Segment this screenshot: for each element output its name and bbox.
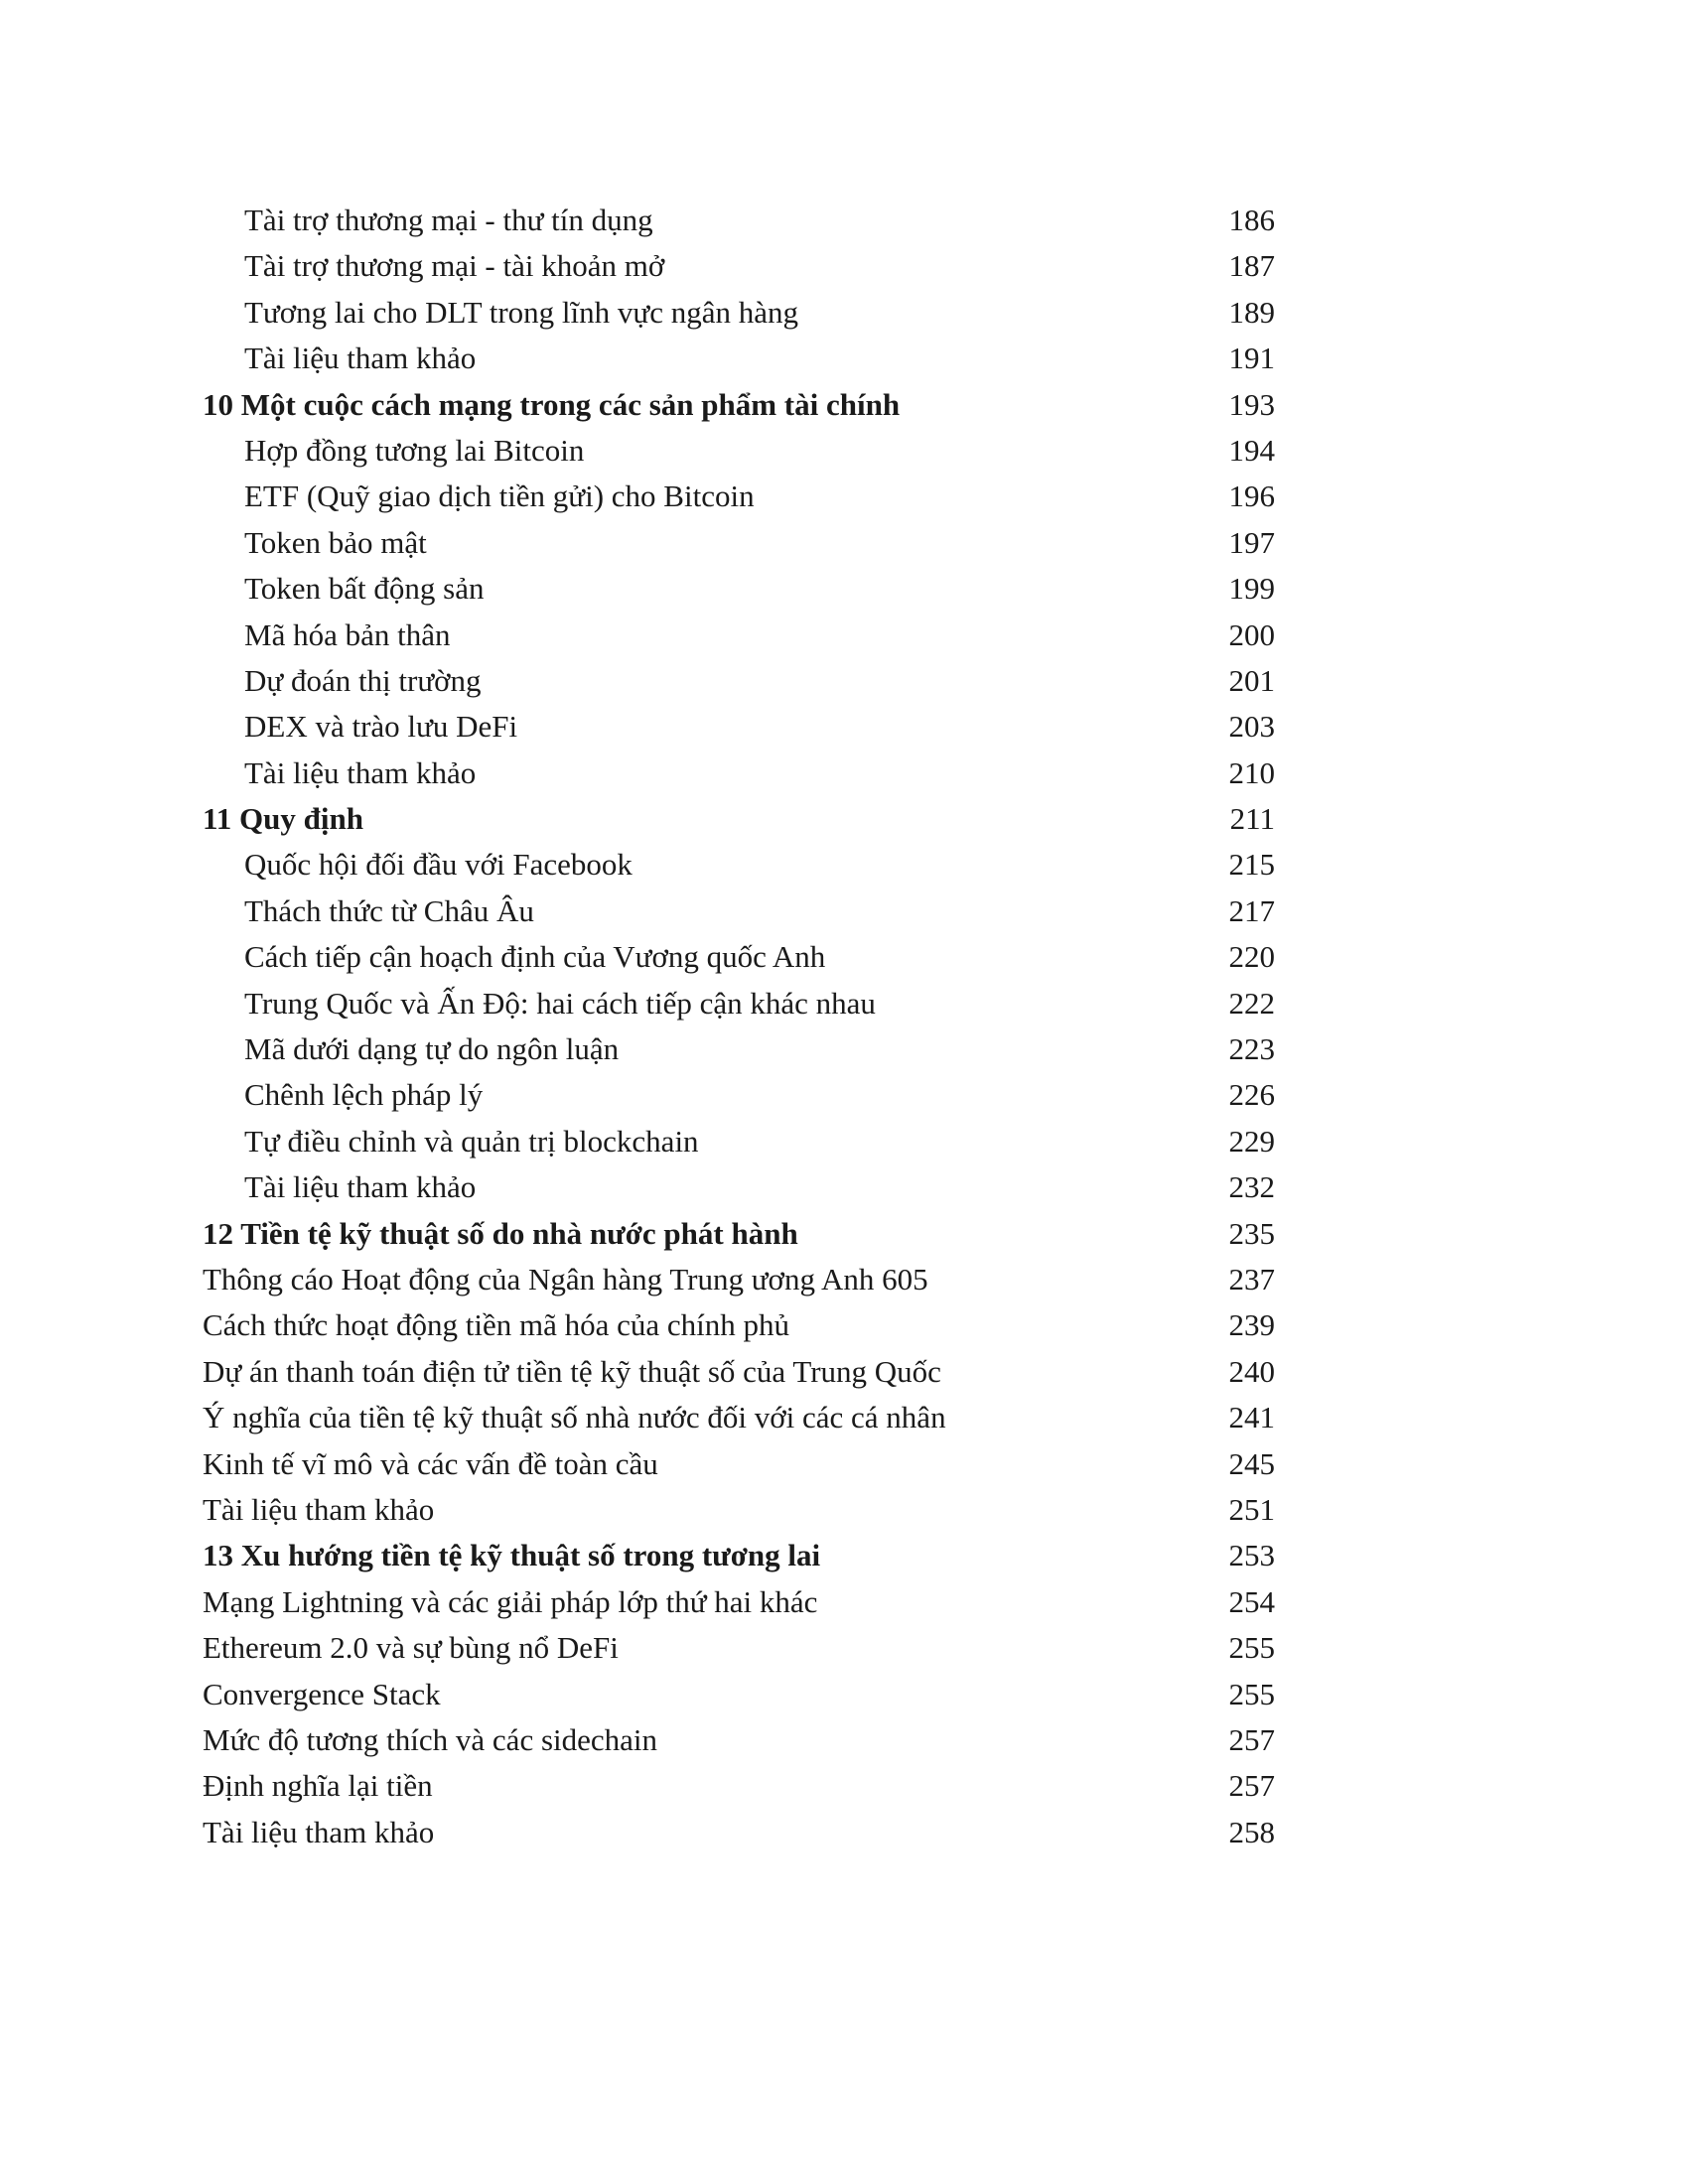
toc-entry-page: 241: [1228, 1400, 1275, 1435]
toc-entry-title: Tài trợ thương mại - thư tín dụng: [244, 203, 653, 237]
toc-entry-page: 200: [1228, 616, 1275, 652]
toc-entry-title: Thách thức từ Châu Âu: [244, 892, 534, 928]
toc-entry-title: Token bảo mật: [244, 524, 427, 560]
toc-entry: [203, 1395, 1275, 1440]
toc-entry: [203, 290, 1275, 336]
toc-entry: [203, 1441, 1275, 1487]
toc-entry: [203, 751, 1275, 796]
toc-entry-title: ETF (Quỹ giao dịch tiền gửi) cho Bitcoin: [244, 478, 755, 514]
toc-entry-title: Tài liệu tham khảo: [244, 1169, 477, 1205]
toc-chapter-heading: [203, 382, 1275, 428]
toc-entry: [203, 1302, 1275, 1348]
toc-entry-page: 215: [1228, 847, 1275, 883]
toc-entry-title: Kinh tế vĩ mô và các vấn đề toàn cầu: [203, 1445, 658, 1481]
toc-entry: [203, 1672, 1275, 1717]
toc-entry-page: 245: [1228, 1445, 1275, 1481]
toc-entry-page: 196: [1228, 478, 1275, 514]
toc-entry: [203, 704, 1275, 750]
toc-chapter-heading: [203, 1533, 1275, 1578]
toc-entry: [203, 1810, 1275, 1855]
toc-entry: [203, 1119, 1275, 1164]
toc-entry-page: 203: [1228, 709, 1275, 745]
toc-entry-title: Token bất động sản: [244, 571, 485, 607]
toc-entry: [203, 1763, 1275, 1809]
toc-entry-title: Ethereum 2.0 và sự bùng nổ DeFi: [203, 1630, 619, 1666]
toc-entry: [203, 566, 1275, 612]
toc-entry-title: Dự đoán thị trường: [244, 662, 482, 698]
toc-entry: [203, 1072, 1275, 1118]
toc-chapter-title: 10 Một cuộc cách mạng trong các sản phẩm tài chính: [203, 386, 901, 422]
toc-entry-title: Mã hóa bản thân: [244, 616, 451, 652]
toc-chapter-title: 12 Tiền tệ kỹ thuật số do nhà nước phát hành: [203, 1215, 798, 1251]
toc-chapter-page: 211: [1229, 801, 1275, 837]
toc-entry-title: Mã dưới dạng tự do ngôn luận: [244, 1031, 620, 1067]
toc-entry-page: 187: [1228, 248, 1275, 284]
toc-entry-title: Quốc hội đối đầu với Facebook: [244, 847, 633, 883]
toc-entry: [203, 336, 1275, 381]
toc-entry-page: 251: [1228, 1491, 1275, 1527]
table-of-contents: [203, 198, 1275, 1855]
toc-entry-page: 201: [1228, 662, 1275, 698]
toc-entry: [203, 981, 1275, 1026]
toc-entry-title: Trung Quốc và Ấn Độ: hai cách tiếp cận khác nhau: [244, 985, 876, 1021]
toc-entry: [203, 474, 1275, 519]
toc-entry-title: Cách tiếp cận hoạch định của Vương quốc Anh: [244, 939, 826, 975]
toc-entry-title: Cách thức hoạt động tiền mã hóa của chính phủ: [203, 1307, 789, 1343]
toc-entry: [203, 934, 1275, 980]
toc-entry: [203, 520, 1275, 566]
toc-entry-title: Tài liệu tham khảo: [244, 754, 477, 790]
toc-entry: [203, 1257, 1275, 1302]
toc-entry: [203, 1164, 1275, 1210]
toc-entry-title: Ý nghĩa của tiền tệ kỹ thuật số nhà nước đối với các cá nhân: [203, 1400, 946, 1435]
toc-chapter-page: 235: [1228, 1215, 1275, 1251]
toc-entry-page: 186: [1228, 203, 1275, 237]
toc-entry: [203, 428, 1275, 474]
toc-entry-title: Hợp đồng tương lai Bitcoin: [244, 432, 585, 468]
toc-chapter-title: 13 Xu hướng tiền tệ kỹ thuật số trong tương lai: [203, 1538, 821, 1573]
toc-entry-title: Định nghĩa lại tiền: [203, 1768, 433, 1804]
toc-entry: [203, 613, 1275, 658]
toc-entry-page: 255: [1228, 1630, 1275, 1666]
toc-entry-page: 229: [1228, 1123, 1275, 1159]
toc-entry-page: 257: [1228, 1721, 1275, 1757]
toc-entry-page: 220: [1228, 939, 1275, 975]
toc-entry-page: 194: [1228, 432, 1275, 468]
toc-entry: [203, 1487, 1275, 1533]
toc-entry: [203, 198, 1275, 243]
toc-chapter-heading: [203, 796, 1275, 842]
toc-chapter-heading: [203, 1211, 1275, 1257]
toc-entry-title: Chênh lệch pháp lý: [244, 1077, 484, 1113]
toc-entry: [203, 1349, 1275, 1395]
toc-entry-title: DEX và trào lưu DeFi: [244, 709, 518, 745]
toc-entry-title: Convergence Stack: [203, 1676, 441, 1711]
toc-entry-page: 257: [1228, 1768, 1275, 1804]
toc-entry: [203, 842, 1275, 887]
toc-entry-title: Dự án thanh toán điện tử tiền tệ kỹ thuật số của Trung Quốc: [203, 1353, 941, 1389]
toc-entry-title: Tài liệu tham khảo: [203, 1814, 435, 1849]
toc-entry-page: 239: [1228, 1307, 1275, 1343]
toc-entry-title: Mức độ tương thích và các sidechain: [203, 1721, 658, 1757]
toc-entry: [203, 888, 1275, 934]
toc-entry-title: Tài trợ thương mại - tài khoản mở: [244, 248, 665, 284]
toc-entry-title: Tài liệu tham khảo: [244, 341, 477, 376]
toc-entry-page: 258: [1228, 1814, 1275, 1849]
toc-entry: [203, 1026, 1275, 1072]
toc-entry: [203, 1579, 1275, 1625]
toc-entry-page: 240: [1228, 1353, 1275, 1389]
toc-entry-title: Tương lai cho DLT trong lĩnh vực ngân hàng: [244, 294, 798, 330]
toc-entry-title: Thông cáo Hoạt động của Ngân hàng Trung ương Anh 605: [203, 1261, 928, 1297]
toc-entry: [203, 1717, 1275, 1763]
toc-entry-page: 226: [1228, 1077, 1275, 1113]
toc-chapter-page: 253: [1228, 1538, 1275, 1573]
toc-entry-title: Tài liệu tham khảo: [203, 1491, 435, 1527]
toc-entry-page: 189: [1228, 294, 1275, 330]
toc-entry-page: 191: [1228, 341, 1275, 376]
toc-entry-page: 223: [1228, 1031, 1275, 1067]
toc-entry-title: Tự điều chỉnh và quản trị blockchain: [244, 1123, 699, 1159]
toc-entry-page: 254: [1228, 1583, 1275, 1619]
toc-entry-page: 232: [1228, 1169, 1275, 1205]
toc-entry-page: 199: [1228, 571, 1275, 607]
toc-chapter-page: 193: [1228, 386, 1275, 422]
toc-entry-page: 237: [1228, 1261, 1275, 1297]
toc-entry-page: 222: [1228, 985, 1275, 1021]
toc-entry: [203, 1625, 1275, 1671]
toc-chapter-title: 11 Quy định: [203, 801, 363, 837]
toc-entry-page: 217: [1228, 892, 1275, 928]
toc-entry: [203, 243, 1275, 289]
toc-entry-title: Mạng Lightning và các giải pháp lớp thứ hai khác: [203, 1583, 818, 1619]
toc-entry: [203, 658, 1275, 704]
toc-entry-page: 255: [1228, 1676, 1275, 1711]
toc-entry-page: 210: [1228, 754, 1275, 790]
toc-entry-page: 197: [1228, 524, 1275, 560]
